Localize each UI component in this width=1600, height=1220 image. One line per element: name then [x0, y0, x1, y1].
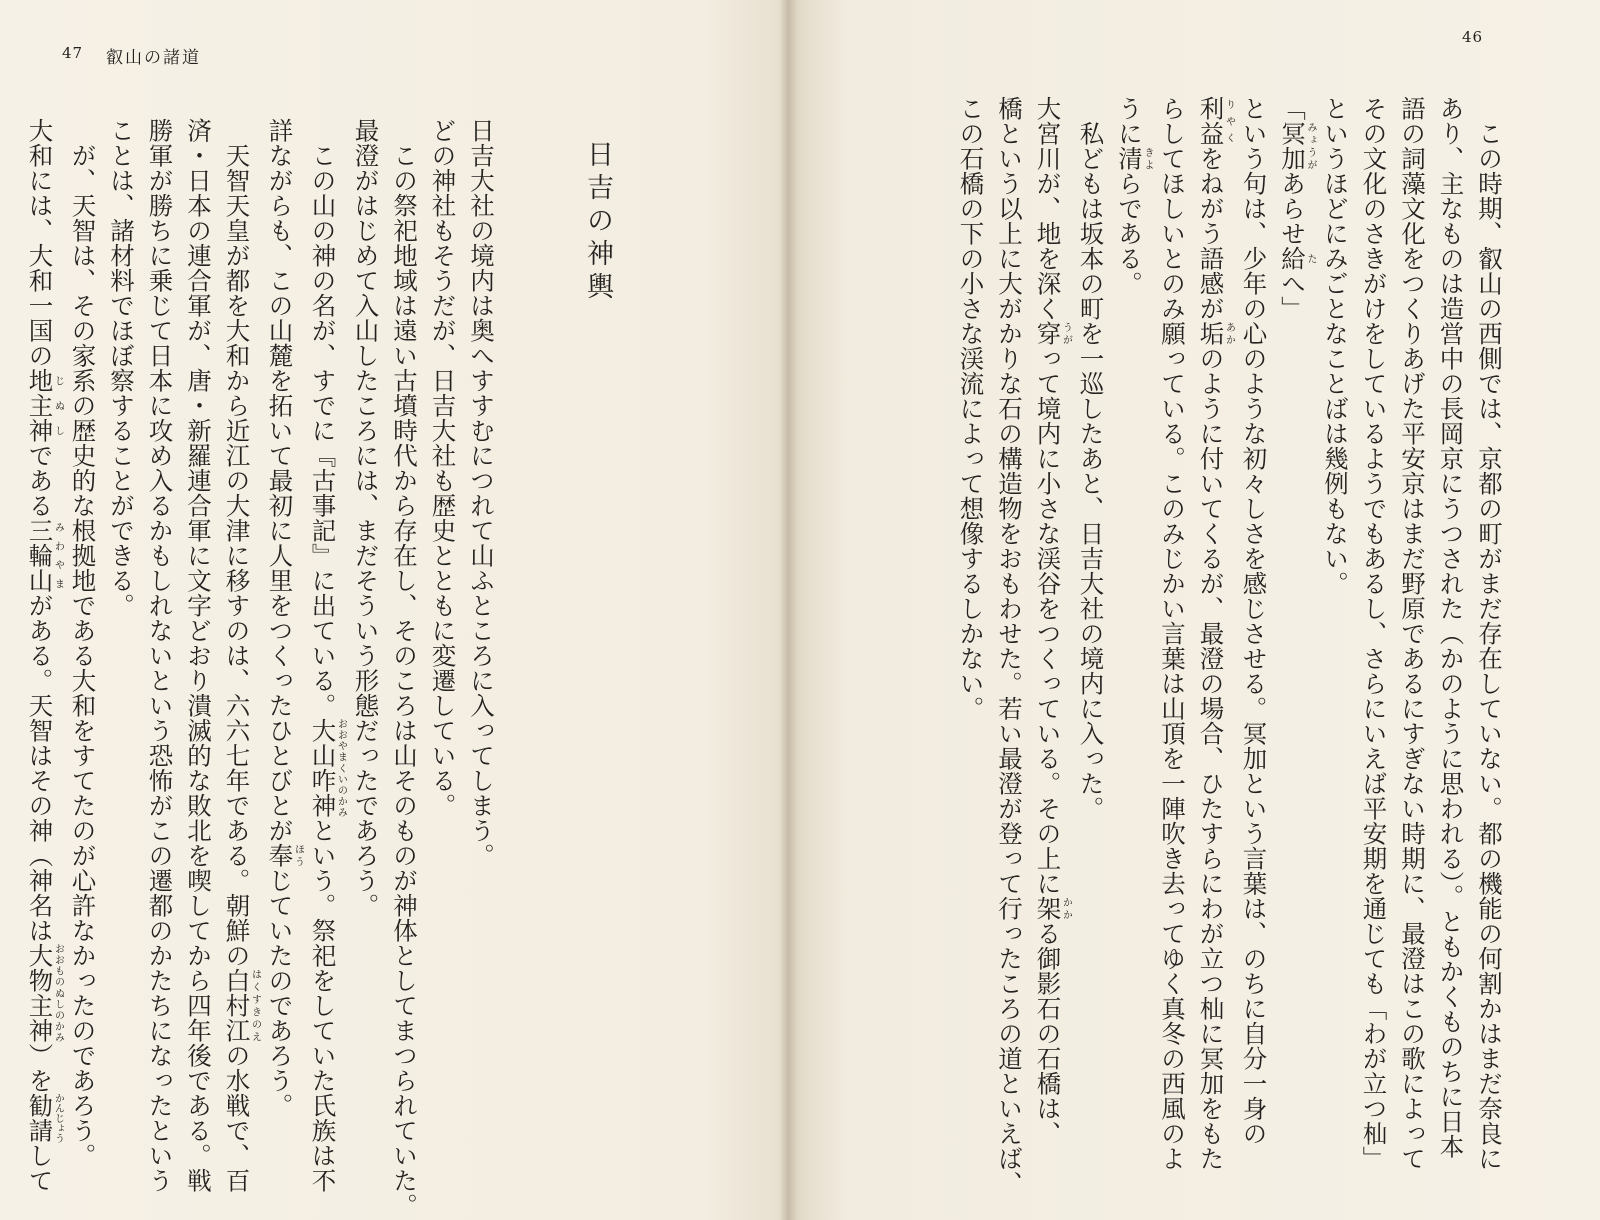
text-line [1153, 96, 1192, 1171]
text-run: 語の詞藻文化をつくりあげた平安京はまだ野原であるにすぎない時期に、最澄はこの歌によって [1398, 96, 1427, 1171]
text-run: この山の神の名が、すでに『古事記』に出ている。 [308, 118, 338, 718]
text-run: 天智天皇が都を大和から近江の大津に移すのは、六六七年である。朝鮮の [222, 118, 252, 968]
text-line [1470, 96, 1509, 1171]
ruby-base: 白村江 [222, 968, 252, 1043]
left-page-number: 47 [62, 44, 84, 62]
text-line [423, 118, 462, 1158]
text-run: ）を [25, 1043, 55, 1093]
ruby-word [1278, 121, 1316, 171]
chapter-title: 日吉の神輿 [582, 140, 613, 305]
text-line [179, 118, 218, 1193]
ruby-word [25, 943, 64, 1043]
text-run: 「 [1278, 96, 1307, 121]
text-line [1316, 96, 1355, 1136]
ruby-base: 奉 [265, 843, 295, 868]
text-line [260, 118, 303, 1158]
text-line [990, 96, 1029, 1196]
text-run: ことは、諸材料でほぼ察することができる。 [107, 118, 136, 618]
text-run: あり、主なものは造営中の長岡京にうつされた（かのように思われる）。ともかくものちに日本 [1436, 96, 1466, 1159]
ruby-reading: ほう [292, 843, 304, 868]
text-run: この祭祀地域は遠い古墳時代から存在し、そのころは山そのものが神体としてまつられていた。 [390, 118, 419, 1218]
text-run: というほどにみごとなことばは幾例もない。 [1321, 96, 1350, 596]
right-page-body [940, 96, 1508, 1196]
text-run: へ」 [1278, 271, 1307, 321]
ruby-reading: みょうが [1305, 121, 1316, 171]
text-run: 最澄がはじめて入山したころには、まだそういう形態だったであろう。 [351, 118, 381, 918]
text-run: 日吉大社の境内は奥へすすむにつれて山ふところに入ってしまう。 [467, 118, 496, 868]
text-run: 大和には、大和一国の [25, 118, 55, 368]
ruby-reading: きよ [1142, 146, 1153, 171]
text-line [102, 118, 141, 1158]
text-line [217, 118, 261, 1193]
ruby-reading: うが [1060, 321, 1072, 346]
text-run: あらせ [1278, 171, 1307, 246]
text-run: して [25, 1143, 55, 1193]
ruby-word [1196, 96, 1235, 146]
ruby-base: 垢 [1196, 321, 1226, 346]
text-line [1273, 96, 1316, 1136]
text-run: 私どもは坂本の町を一巡したあと、日吉大社の境内に入った。 [1076, 96, 1106, 821]
ruby-reading: はくすきのえ [249, 968, 261, 1043]
ruby-word [25, 368, 64, 443]
text-line [1028, 96, 1072, 1146]
text-run: という句は、少年の心のような初々しさを感じさせる。冥加という言葉は、のちに自分一身の [1239, 96, 1269, 1146]
ruby-reading: た [1305, 246, 1316, 271]
left-page-body [25, 118, 500, 1218]
text-run: をねがう語感が [1196, 146, 1226, 321]
ruby-word [1115, 146, 1153, 171]
text-run: 勝軍が勝ちに乗じて日本に攻め入るかもしれないという恐怖がこの遷都のかたちになったという [145, 118, 175, 1193]
text-run: じていたのであろう。 [265, 868, 295, 1118]
text-run: がある。天智はその神（神名は [25, 593, 55, 943]
ruby-word [1033, 896, 1072, 921]
text-line [1393, 96, 1432, 1171]
text-line [385, 118, 424, 1218]
text-run: この石橋の下の小さな渓流によって想像するしかない。 [956, 96, 986, 721]
text-run: 橋という以上に大がかりな石の構造物をおもわせた。若い最澄が登って行ったころの道といえば、 [995, 96, 1024, 1196]
text-line [1191, 96, 1235, 1171]
text-line [1234, 96, 1273, 1146]
text-run: である [25, 443, 55, 518]
ruby-reading: あか [1223, 321, 1235, 346]
ruby-word [1278, 246, 1316, 271]
text-line [63, 118, 102, 1168]
ruby-base: 穿 [1033, 321, 1063, 346]
text-line [1431, 96, 1470, 1159]
text-run: のように付いてくるが、最澄の場合、ひたすらにわが立つ杣に冥加をもた [1196, 346, 1226, 1171]
text-run: どの神社もそうだが、日吉大社も歴史とともに変遷している。 [428, 118, 458, 818]
ruby-reading: りやく [1223, 96, 1235, 146]
text-line [140, 118, 179, 1193]
ruby-base: 架 [1033, 896, 1063, 921]
ruby-reading: かか [1060, 896, 1072, 921]
running-head: 叡山の諸道 [106, 48, 201, 68]
ruby-word [25, 518, 64, 593]
ruby-base: 給 [1278, 246, 1307, 271]
ruby-reading: みわやま [52, 518, 64, 593]
ruby-base: 大物主神 [25, 943, 55, 1043]
text-run: らしてほしいとのみ願っている。このみじかい言葉は山頂を一陣吹き去ってゆく真冬の西風のよ [1158, 96, 1187, 1171]
text-line [1110, 96, 1153, 1136]
text-run: らである。 [1115, 171, 1144, 296]
text-run: この時期、叡山の西側では、京都の町がまだ存在していない。都の機能の何割かはまだ奈良に [1475, 96, 1504, 1171]
ruby-base: 冥加 [1278, 121, 1307, 171]
text-run: る御影石の石橋は、 [1033, 921, 1063, 1146]
text-run: が、天智は、その家系の歴史的な根拠地である大和をすてたのが心許なかったのであろう。 [68, 118, 98, 1168]
text-line [303, 118, 347, 1193]
ruby-word [265, 843, 304, 868]
text-line [346, 118, 385, 1158]
text-line [1071, 96, 1110, 1136]
right-page-number: 46 [1462, 28, 1484, 46]
text-line [462, 118, 501, 1158]
ruby-word [308, 718, 347, 818]
text-run: 詳ながらも、この山麓を拓いて最初に人里をつくったひとびとが [265, 118, 295, 843]
ruby-reading: おおやまくいのかみ [335, 718, 347, 818]
text-run: って境内に小さな渓谷をつくっている。その上に [1033, 346, 1063, 896]
ruby-base: 清 [1115, 146, 1144, 171]
ruby-word [222, 968, 261, 1043]
ruby-base: 三輪山 [25, 518, 55, 593]
ruby-word [1033, 321, 1072, 346]
text-line [951, 96, 990, 1136]
text-run: その文化のさきがけをしているようでもあるし、さらにいえば平安期を通じても「わが立つ杣」 [1359, 96, 1389, 1171]
text-run: の水戦で、百 [222, 1043, 252, 1193]
ruby-word [1196, 321, 1235, 346]
text-line [1354, 96, 1393, 1171]
text-run: 済・日本の連合軍が、唐・新羅連合軍に文字どおり潰滅的な敗北を喫してから四年後である。戦 [184, 118, 213, 1193]
ruby-word [25, 1093, 64, 1143]
text-line [20, 118, 64, 1193]
text-run: という。祭祀をしていた氏族は不 [308, 818, 338, 1193]
ruby-reading: じぬし [52, 368, 64, 443]
ruby-reading: おおものぬしのかみ [52, 943, 64, 1043]
book-gutter [780, 0, 798, 1220]
ruby-reading: かんじょう [52, 1093, 64, 1143]
ruby-base: 勧請 [25, 1093, 55, 1143]
text-run: うに [1115, 96, 1144, 146]
ruby-base: 利益 [1196, 96, 1226, 146]
ruby-base: 大山咋神 [308, 718, 338, 818]
text-run: 大宮川が、地を深く [1033, 96, 1063, 321]
ruby-base: 地主神 [25, 368, 55, 443]
